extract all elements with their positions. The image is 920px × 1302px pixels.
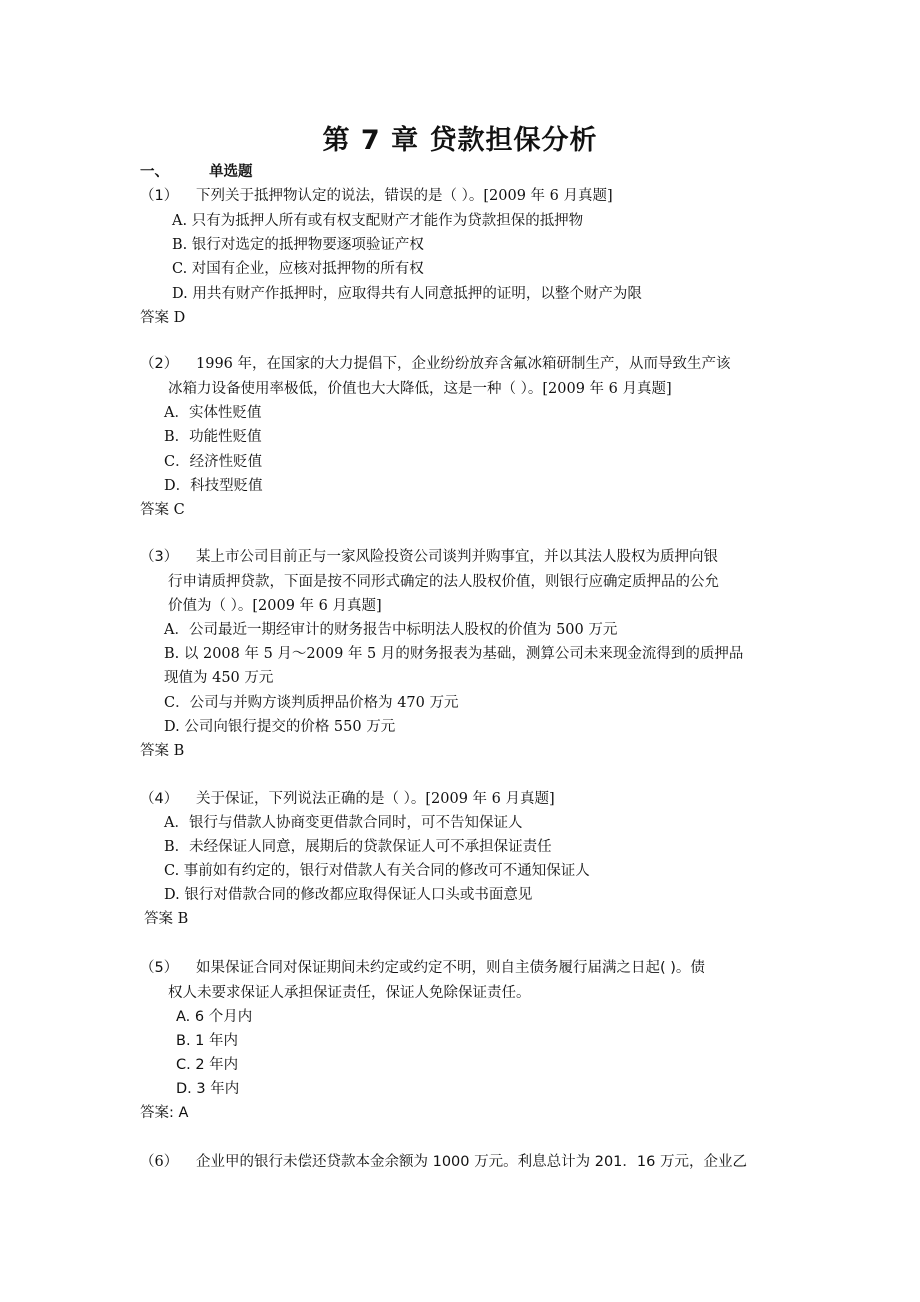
question-2-option-d: D．科技型贬值 — [164, 478, 263, 494]
question-5-option-d: D. 3 年内 — [176, 1081, 240, 1097]
question-4-stem-line-1: （4） 关于保证，下列说法正确的是（ ）。[2009 年 6 月真题] — [140, 791, 555, 807]
question-2-option-a: A．实体性贬值 — [164, 405, 262, 421]
question-4-option-a: A．银行与借款人协商变更借款合同时，可不告知保证人 — [164, 815, 523, 831]
question-2-stem-line-1: （2） 1996 年，在国家的大力提倡下，企业纷纷放弃含氟冰箱研制生产，从而导致生产该 — [140, 356, 731, 372]
section-number: 一、 — [140, 164, 169, 180]
question-3-option-b-cont: 现值为 450 万元 — [164, 670, 274, 686]
question-5-stem-line-2: 权人未要求保证人承担保证责任，保证人免除保证责任。 — [168, 985, 531, 1001]
question-2-option-b: B．功能性贬值 — [164, 429, 262, 445]
question-1-option-a: A. 只有为抵押人所有或有权支配财产才能作为贷款担保的抵押物 — [172, 213, 584, 229]
question-4-option-b: B．未经保证人同意，展期后的贷款保证人可不承担保证责任 — [164, 839, 552, 855]
question-3-option-a: A．公司最近一期经审计的财务报告中标明法人股权的价值为 500 万元 — [164, 622, 618, 638]
question-2-answer: 答案 C — [140, 502, 185, 518]
question-4-option-c: C. 事前如有约定的，银行对借款人有关合同的修改可不通知保证人 — [164, 863, 590, 879]
section-label: 单选题 — [209, 164, 253, 180]
question-5-option-a: A. 6 个月内 — [176, 1009, 253, 1025]
question-1-stem-line-1: （1） 下列关于抵押物认定的说法，错误的是（ ）。[2009 年 6 月真题] — [140, 188, 613, 204]
question-4-answer: 答案 B — [144, 911, 189, 927]
question-3-answer: 答案 B — [140, 743, 185, 759]
question-3-stem-line-2: 行申请质押贷款，下面是按不同形式确定的法人股权价值，则银行应确定质押品的公允 — [168, 574, 719, 590]
question-3-stem-line-3: 价值为（ ）。[2009 年 6 月真题] — [168, 598, 382, 614]
question-6-stem-line-1: （6） 企业甲的银行未偿还贷款本金余额为 1000 万元。利息总计为 201．16 万元，企业乙 — [140, 1154, 747, 1170]
question-3-number: （3） — [140, 549, 179, 565]
question-5-option-c: C. 2 年内 — [176, 1057, 239, 1073]
question-2-number: （2） — [140, 356, 179, 372]
question-5-stem-line-1: （5） 如果保证合同对保证期间未约定或约定不明，则自主债务履行届满之日起( )。债 — [140, 960, 705, 976]
question-3-option-b: B. 以 2008 年 5 月～2009 年 5 月的财务报表为基础，测算公司未来现金流得到的质押品 — [164, 646, 744, 662]
question-4-number: （4） — [140, 791, 179, 807]
question-3-option-c: C．公司与并购方谈判质押品价格为 470 万元 — [164, 695, 459, 711]
question-5-answer: 答案: A — [140, 1105, 189, 1121]
chapter-title: 第 7 章 贷款担保分析 — [322, 125, 598, 156]
question-1-option-b: B. 银行对选定的抵押物要逐项验证产权 — [172, 237, 424, 253]
question-5-option-b: B. 1 年内 — [176, 1033, 239, 1049]
question-1-option-d: D. 用共有财产作抵押时，应取得共有人同意抵押的证明，以整个财产为限 — [172, 286, 642, 302]
question-6-number: （6） — [140, 1154, 179, 1170]
question-5-number: （5） — [140, 960, 179, 976]
question-2-option-c: C．经济性贬值 — [164, 454, 263, 470]
question-1-number: （1） — [140, 188, 179, 204]
question-4-option-d: D. 银行对借款合同的修改都应取得保证人口头或书面意见 — [164, 887, 533, 903]
question-1-answer: 答案 D — [140, 310, 186, 326]
section-heading — [140, 162, 253, 182]
question-2-stem-line-2: 冰箱力设备使用率极低，价值也大大降低，这是一种（ ）。[2009 年 6 月真题] — [168, 381, 672, 397]
question-3-stem-line-1: （3） 某上市公司目前正与一家风险投资公司谈判并购事宜，并以其法人股权为质押向银 — [140, 549, 718, 565]
question-3-option-d: D. 公司向银行提交的价格 550 万元 — [164, 719, 396, 735]
question-1-option-c: C. 对国有企业，应核对抵押物的所有权 — [172, 261, 424, 277]
